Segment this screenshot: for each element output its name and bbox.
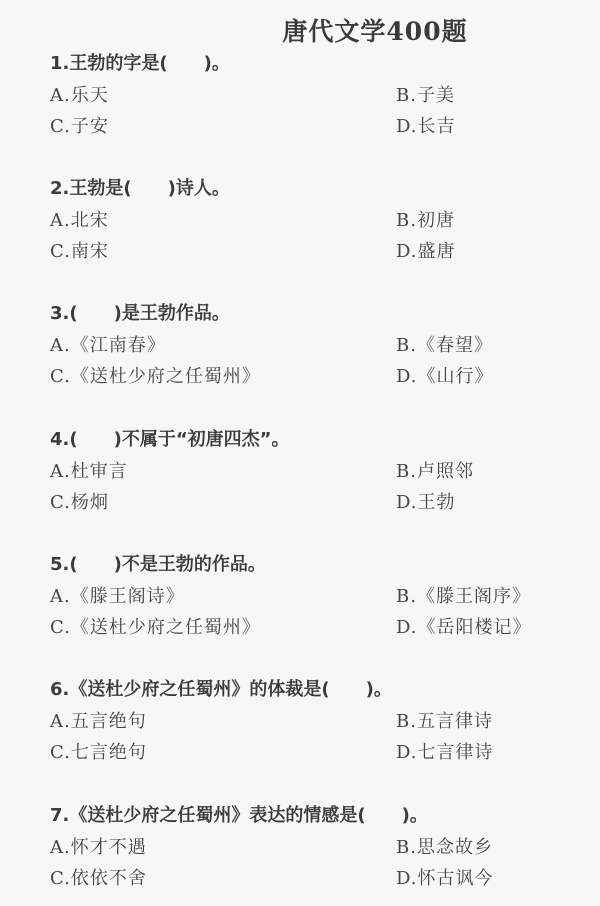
option-row	[50, 487, 580, 518]
question-stem: 3.( )是王勃作品。	[50, 303, 230, 324]
option-b: B.子美	[396, 85, 455, 106]
option-c: C.《送杜少府之任蜀州》	[50, 366, 261, 387]
question-1	[50, 52, 580, 142]
question-6	[50, 678, 580, 768]
question-stem: 7.《送杜少府之任蜀州》表达的情感是( )。	[50, 805, 428, 826]
option-d: D.《山行》	[396, 366, 494, 387]
option-a: A.《江南春》	[50, 335, 166, 356]
question-stem: 6.《送杜少府之任蜀州》的体裁是( )。	[50, 679, 392, 700]
option-a: A.《滕王阁诗》	[50, 586, 185, 607]
option-row	[50, 361, 580, 392]
option-d: D.七言律诗	[396, 742, 494, 763]
option-row	[50, 236, 580, 267]
option-d: D.王勃	[396, 492, 456, 513]
option-d: D.《岳阳楼记》	[396, 617, 532, 638]
question-stem: 5.( )不是王勃的作品。	[50, 554, 266, 575]
question-stem: 2.王勃是( )诗人。	[50, 178, 230, 199]
option-row	[50, 581, 580, 612]
option-row	[50, 205, 580, 236]
option-a: A.杜审言	[50, 461, 128, 482]
option-row	[50, 330, 580, 361]
question-stem: 4.( )不属于“初唐四杰”。	[50, 429, 290, 450]
option-b: B.卢照邻	[396, 461, 474, 482]
question-4	[50, 428, 580, 518]
option-row	[50, 612, 580, 643]
option-row	[50, 737, 580, 768]
option-b: B.初唐	[396, 210, 455, 231]
option-d: D.怀古讽今	[396, 868, 494, 889]
question-7	[50, 804, 580, 894]
option-c: C.依依不舍	[50, 868, 147, 889]
option-a: A.五言绝句	[50, 711, 147, 732]
page-title: 唐代文学400题	[282, 17, 468, 46]
option-d: D.长吉	[396, 116, 456, 137]
option-row	[50, 80, 580, 111]
option-c: C.杨炯	[50, 492, 109, 513]
option-a: A.怀才不遇	[50, 837, 147, 858]
question-stem: 1.王勃的字是( )。	[50, 53, 230, 74]
option-c: C.《送杜少府之任蜀州》	[50, 617, 261, 638]
option-a: A.北宋	[50, 210, 109, 231]
option-d: D.盛唐	[396, 241, 456, 262]
question-2	[50, 177, 580, 267]
option-b: B.思念故乡	[396, 837, 493, 858]
option-row	[50, 706, 580, 737]
option-row	[50, 832, 580, 863]
option-c: C.七言绝句	[50, 742, 147, 763]
option-b: B.《滕王阁序》	[396, 586, 531, 607]
option-a: A.乐天	[50, 85, 109, 106]
option-row	[50, 456, 580, 487]
option-b: B.五言律诗	[396, 711, 493, 732]
option-b: B.《春望》	[396, 335, 493, 356]
option-row	[50, 863, 580, 894]
option-c: C.子安	[50, 116, 109, 137]
option-c: C.南宋	[50, 241, 109, 262]
question-3	[50, 302, 580, 392]
question-5	[50, 553, 580, 643]
option-row	[50, 111, 580, 142]
